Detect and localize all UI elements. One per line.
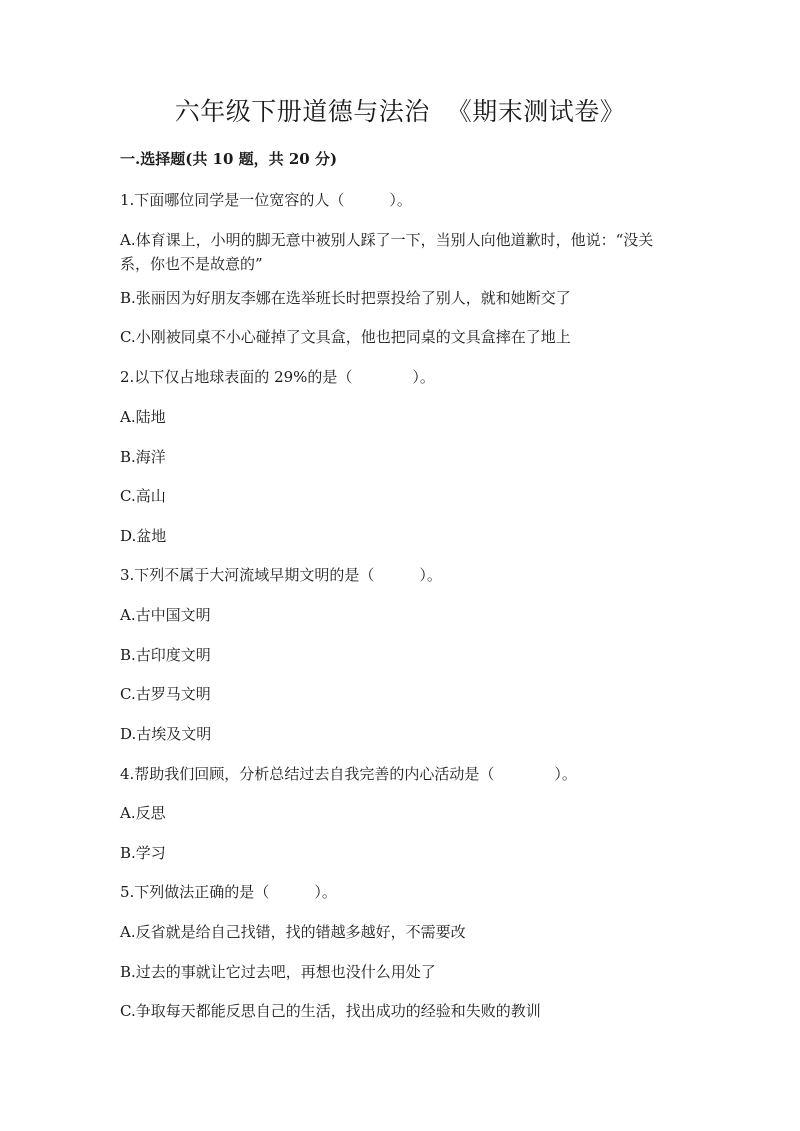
question-3-option-b: B.古印度文明 <box>120 646 211 664</box>
question-3-option-d: D.古埃及文明 <box>120 725 212 743</box>
question-4-option-b: B.学习 <box>120 844 166 862</box>
question-4-stem: 4.帮助我们回顾，分析总结过去自我完善的内心活动是（ ）。 <box>120 765 577 783</box>
question-5-option-a: A.反省就是给自己找错，找的错越多越好，不需要改 <box>120 923 466 941</box>
question-3-option-c: C.古罗马文明 <box>120 685 211 703</box>
question-1-option-a: A.体育课上，小明的脚无意中被别人踩了一下，当别人向他道歉时，他说：“没关系，你也不是故意的” <box>120 231 654 273</box>
section-heading: 一.选择题(共 10 题，共 20 分) <box>120 150 338 168</box>
question-2-option-a: A.陆地 <box>120 408 166 426</box>
question-5-option-c: C.争取每天都能反思自己的生活，找出成功的经验和失败的教训 <box>120 1002 541 1020</box>
question-2-stem: 2.以下仅占地球表面的 29%的是（ ）。 <box>120 368 435 386</box>
question-4-option-a: A.反思 <box>120 804 166 822</box>
question-5-option-b: B.过去的事就让它过去吧，再想也没什么用处了 <box>120 963 436 981</box>
question-3-option-a: A.古中国文明 <box>120 606 211 624</box>
question-1-option-b: B.张丽因为好朋友李娜在选举班长时把票投给了别人，就和她断交了 <box>120 289 571 307</box>
question-5-stem: 5.下列做法正确的是（ ）。 <box>120 883 337 901</box>
question-2-option-c: C.高山 <box>120 487 166 505</box>
question-2-option-b: B.海洋 <box>120 448 166 466</box>
question-1-option-c: C.小刚被同桌不小心碰掉了文具盒，他也把同桌的文具盒摔在了地上 <box>120 328 571 346</box>
page-title: 六年级下册道德与法治 《期末测试卷》 <box>174 97 626 126</box>
question-2-option-d: D.盆地 <box>120 527 167 545</box>
question-3-stem: 3.下列不属于大河流域早期文明的是（ ）。 <box>120 566 442 584</box>
question-1-stem: 1.下面哪位同学是一位宽容的人（ ）。 <box>120 191 412 209</box>
